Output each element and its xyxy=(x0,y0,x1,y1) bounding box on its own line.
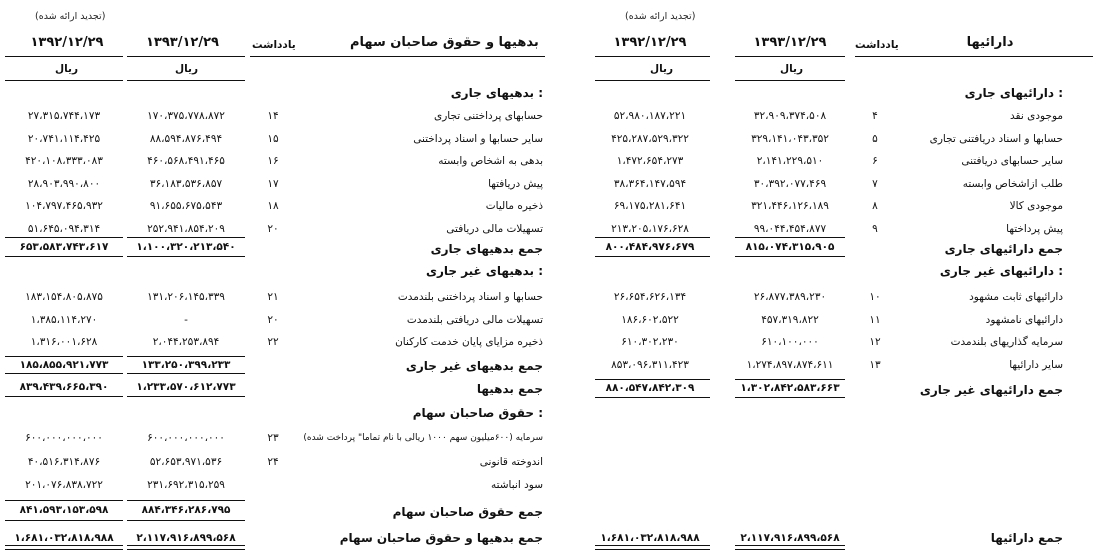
row-value-y93: ۳۲۹،۱۴۱،۰۴۳،۳۵۲ xyxy=(751,132,829,145)
row-value-y92: ۵۲،۹۸۰،۱۸۷،۲۲۱ xyxy=(613,110,687,122)
assets-nc-rule-y92 xyxy=(595,379,710,380)
row-value-y92: ۶۰۰،۰۰۰،۰۰۰،۰۰۰ xyxy=(25,432,103,444)
liab-total-equity-y92: ۸۴۱،۵۹۳،۱۵۳،۵۹۸ xyxy=(19,504,109,516)
row-note: ۹ xyxy=(872,222,878,235)
liab-tl-rule-y93 xyxy=(127,396,245,397)
assets-grand-total-y93: ۲،۱۱۷،۹۱۶،۸۹۹،۵۶۸ xyxy=(740,532,840,544)
row-value-y93: ۲،۱۴۱،۲۲۹،۵۱۰ xyxy=(756,155,824,167)
row-label: حسابها و اسناد دریافتنی تجاری xyxy=(929,132,1063,145)
assets-nc-bottom-rule-y93 xyxy=(735,397,845,398)
row-value-y92: ۲۱۳،۲۰۵،۱۷۶،۶۲۸ xyxy=(611,222,689,235)
assets-nc-bottom-rule-y92 xyxy=(595,397,710,398)
row-value-y92: ۶۹،۱۷۵،۲۸۱،۶۴۱ xyxy=(613,200,687,212)
assets-total-current-y92: ۸۰۰،۴۸۴،۹۷۶،۶۷۹ xyxy=(605,241,695,253)
liab-grand-rule-y92 xyxy=(5,545,123,550)
liab-total-noncurrent-label: جمع بدهیهای غیر جاری xyxy=(405,359,543,373)
liab-section-equity: حقوق صاحبان سهام : xyxy=(412,406,543,420)
liab-nc-bottom-rule-y92 xyxy=(5,373,123,374)
assets-subtotal-rule-y92 xyxy=(595,237,710,238)
liab-grand-rule-y93 xyxy=(127,545,245,550)
liab-header-note: یادداشت xyxy=(252,39,296,51)
row-note: ۲۲ xyxy=(267,336,279,348)
assets-header-rule-y92 xyxy=(595,56,710,57)
row-value-y93: ۸۸،۵۹۴،۸۷۶،۴۹۴ xyxy=(149,132,223,145)
row-value-y93: - xyxy=(184,313,188,326)
row-note: ۲۳ xyxy=(267,432,279,444)
row-value-y93: ۹۹،۰۴۴،۴۵۴،۸۷۷ xyxy=(753,222,827,235)
liab-subtotal-rule-y92 xyxy=(5,237,123,238)
liab-subtotal-rule-y93 xyxy=(127,237,245,238)
row-value-y92: ۱،۳۱۶،۰۰۱،۶۲۸ xyxy=(30,336,98,348)
row-value-y92: ۲۰،۷۴۱،۱۱۴،۴۲۵ xyxy=(27,132,101,145)
row-label: سرمایه (۶۰۰میلیون سهم ۱۰۰۰ ریالی با نام تماما" پرداخت شده) xyxy=(303,433,543,443)
row-note: ۶ xyxy=(872,155,878,167)
row-label: حسابها و اسناد پرداختنی بلندمدت xyxy=(397,291,543,303)
liab-unit-y92: ریال xyxy=(55,63,79,75)
row-note: ۲۰ xyxy=(267,313,279,326)
row-note: ۱۶ xyxy=(267,155,279,167)
row-value-y93: ۲۵۲،۹۴۱،۸۵۴،۲۰۹ xyxy=(147,222,225,235)
liab-section-current: بدهیهای جاری : xyxy=(450,86,543,100)
row-value-y92: ۱،۴۷۲،۶۵۴،۲۷۳ xyxy=(616,155,684,167)
liab-eq-rule-y92 xyxy=(5,500,123,501)
liab-grand-total-y92: ۱،۶۸۱،۰۳۲،۸۱۸،۹۸۸ xyxy=(14,532,114,544)
assets-total-rule-y93 xyxy=(735,256,845,257)
assets-header-y93: ۱۳۹۳/۱۲/۲۹ xyxy=(753,35,827,50)
assets-header-rule-title xyxy=(855,56,1093,57)
row-value-y93: ۱۳۱،۲۰۶،۱۴۵،۳۳۹ xyxy=(147,291,225,303)
assets-total-current-label: جمع دارائیهای جاری xyxy=(944,242,1063,256)
row-value-y92: ۱،۳۸۵،۱۱۴،۲۷۰ xyxy=(30,313,98,326)
row-value-y92: ۲۷،۳۱۵،۷۴۴،۱۷۳ xyxy=(27,110,101,122)
row-value-y93: ۲۶،۸۷۷،۳۸۹،۲۳۰ xyxy=(753,291,827,303)
assets-unit-y93: ریال xyxy=(780,63,804,75)
liab-eq-rule-y93 xyxy=(127,500,245,501)
assets-header-y92: ۱۳۹۲/۱۲/۲۹ xyxy=(613,35,687,50)
liab-unit-rule-y92 xyxy=(5,80,123,81)
liab-total-current-label: جمع بدهیهای جاری xyxy=(430,242,543,256)
assets-total-current-y93: ۸۱۵،۰۷۴،۳۱۵،۹۰۵ xyxy=(745,241,835,253)
liab-unit-rule-y93 xyxy=(127,80,245,81)
row-note: ۱۱ xyxy=(869,313,881,326)
liab-header-y92: ۱۳۹۲/۱۲/۲۹ xyxy=(30,35,104,50)
row-value-y92: ۱۸۶،۶۰۲،۵۲۲ xyxy=(621,313,679,326)
assets-header-title: دارائیها xyxy=(966,35,1014,50)
liab-unit-y93: ریال xyxy=(175,63,199,75)
row-label: موجودی نقد xyxy=(1010,110,1063,122)
row-value-y92: ۱۸۳،۱۵۴،۸۰۵،۸۷۵ xyxy=(25,291,103,303)
liab-header-rule-title xyxy=(250,56,545,57)
row-note: ۲۱ xyxy=(267,291,279,303)
row-value-y93: ۳۲،۹۰۹،۳۷۴،۵۰۸ xyxy=(753,110,827,122)
row-label: تسهیلات مالی دریافتی بلندمدت xyxy=(406,313,543,326)
row-value-y92: ۴۲۰،۱۰۸،۳۳۳،۰۸۳ xyxy=(25,155,103,167)
liab-tl-rule-y92 xyxy=(5,396,123,397)
row-note: ۱۰ xyxy=(869,291,881,303)
row-value-y93: ۵۲،۶۵۳،۹۷۱،۵۳۶ xyxy=(149,455,223,468)
assets-grand-rule-y92 xyxy=(595,545,710,550)
row-note: ۱۳ xyxy=(869,358,881,371)
row-value-y93: ۲۳۱،۶۹۲،۳۱۵،۲۵۹ xyxy=(147,479,225,491)
row-value-y92: ۴۰،۵۱۶،۳۱۴،۸۷۶ xyxy=(27,455,101,468)
liab-header-y93: ۱۳۹۳/۱۲/۲۹ xyxy=(146,35,219,50)
assets-grand-total-label: جمع دارائیها xyxy=(990,531,1063,545)
row-label: ذخیره مالیات xyxy=(485,200,543,212)
liab-total-current-y92: ۶۵۳،۵۸۳،۷۴۳،۶۱۷ xyxy=(19,241,109,253)
row-value-y93: ۴۶۰،۵۶۸،۴۹۱،۴۶۵ xyxy=(147,155,225,167)
row-value-y92: ۸۵۳،۰۹۶،۳۱۱،۴۲۳ xyxy=(611,358,689,371)
assets-nc-rule-y93 xyxy=(735,379,845,380)
row-value-y93: ۳۰،۳۹۲،۰۷۷،۴۶۹ xyxy=(753,177,827,190)
row-value-y92: ۲۰۱،۰۷۶،۸۳۸،۷۲۲ xyxy=(25,479,103,491)
row-label: بدهی به اشخاص وابسته xyxy=(438,155,543,167)
liab-grand-total-y93: ۲،۱۱۷،۹۱۶،۸۹۹،۵۶۸ xyxy=(136,532,236,544)
assets-section-noncurrent: دارائیهای غیر جاری : xyxy=(939,264,1063,278)
row-value-y92: ۲۶،۶۵۴،۶۲۶،۱۳۴ xyxy=(613,291,687,303)
row-note: ۱۴ xyxy=(267,110,279,122)
row-value-y93: ۹۱،۶۵۵،۶۷۵،۵۴۳ xyxy=(149,200,223,212)
row-label: پیش پرداختها xyxy=(1006,222,1063,235)
liab-total-rule-y92 xyxy=(5,256,123,257)
row-note: ۱۲ xyxy=(869,336,881,348)
assets-unit-y92: ریال xyxy=(650,63,674,75)
row-note: ۱۸ xyxy=(267,200,279,212)
row-value-y92: ۶۱۰،۳۰۲،۲۳۰ xyxy=(621,336,679,348)
liab-total-equity-label: جمع حقوق صاحبان سهام xyxy=(392,505,543,519)
liab-nc-rule-y92 xyxy=(5,356,123,357)
assets-grand-rule-y93 xyxy=(735,545,845,550)
row-label: دارائیهای ثابت مشهود xyxy=(969,291,1063,303)
assets-subtotal-rule-y93 xyxy=(735,237,845,238)
liab-nc-bottom-rule-y93 xyxy=(127,373,245,374)
row-label: موجودی کالا xyxy=(1009,200,1063,212)
row-label: پیش دریافتها xyxy=(488,177,543,190)
row-value-y92: ۱۰۴،۷۹۷،۴۶۵،۹۳۲ xyxy=(25,200,103,212)
liab-section-noncurrent: بدهیهای غیر جاری : xyxy=(425,264,543,278)
row-note: ۲۰ xyxy=(267,222,279,235)
assets-total-noncurrent-y93: ۱،۳۰۲،۸۴۲،۵۸۳،۶۶۳ xyxy=(740,382,840,394)
liab-grand-total-label: جمع بدهیها و حقوق صاحبان سهام xyxy=(339,531,543,545)
liab-total-noncurrent-y92: ۱۸۵،۸۵۵،۹۲۱،۷۷۳ xyxy=(19,359,109,371)
row-label: اندوخته قانونی xyxy=(479,455,543,468)
row-label: ذخیره مزایای پایان خدمت کارکنان xyxy=(395,336,543,348)
row-note: ۱۷ xyxy=(267,177,279,190)
row-note: ۱۵ xyxy=(267,132,279,145)
row-label: سایر دارائیها xyxy=(1009,358,1063,371)
row-label: دارائیهای نامشهود xyxy=(985,313,1063,326)
row-value-y93: ۲،۰۴۴،۲۵۳،۸۹۴ xyxy=(152,336,220,348)
row-value-y92: ۳۸،۳۶۴،۱۴۷،۵۹۴ xyxy=(613,177,687,190)
assets-restated-note: (تجدید ارائه شده) xyxy=(625,11,696,22)
row-note: ۲۴ xyxy=(267,455,279,468)
row-value-y93: ۱۷۰،۳۷۵،۷۷۸،۸۷۲ xyxy=(147,110,225,122)
liab-header-rule-y92 xyxy=(5,56,123,57)
row-value-y93: ۶۱۰،۱۰۰،۰۰۰ xyxy=(761,336,819,348)
assets-total-noncurrent-label: جمع دارائیهای غیر جاری xyxy=(919,383,1063,397)
assets-header-rule-y93 xyxy=(735,56,845,57)
row-label: سرمایه گذاریهای بلندمدت xyxy=(950,336,1063,348)
liab-total-current-y93: ۱،۱۰۰،۳۲۰،۲۱۳،۵۴۰ xyxy=(136,241,236,253)
row-note: ۵ xyxy=(872,132,878,145)
assets-total-noncurrent-y92: ۸۸۰،۵۴۷،۸۴۲،۳۰۹ xyxy=(605,382,695,394)
row-value-y92: ۲۸،۹۰۳،۹۹۰،۸۰۰ xyxy=(27,177,101,190)
liab-total-liab-label: جمع بدهیها xyxy=(476,382,543,396)
row-value-y93: ۳۶،۱۸۳،۵۳۶،۸۵۷ xyxy=(149,177,223,190)
row-label: سود انباشته xyxy=(490,479,543,491)
assets-header-note: یادداشت xyxy=(855,39,899,51)
liab-total-liab-y93: ۱،۲۳۳،۵۷۰،۶۱۲،۷۷۳ xyxy=(136,381,236,393)
liab-header-title: بدهیها و حقوق صاحبان سهام xyxy=(350,35,539,50)
row-note: ۴ xyxy=(872,110,878,122)
row-label: سایر حسابها و اسناد پرداختنی xyxy=(413,132,543,145)
liab-total-liab-y92: ۸۳۹،۴۳۹،۶۶۵،۳۹۰ xyxy=(19,381,109,393)
liab-total-rule-y93 xyxy=(127,256,245,257)
assets-section-current: دارائیهای جاری : xyxy=(964,86,1063,100)
row-note: ۸ xyxy=(872,200,878,212)
row-label: تسهیلات مالی دریافتی xyxy=(446,222,543,235)
liab-nc-rule-y93 xyxy=(127,356,245,357)
liab-restated-note: (تجدید ارائه شده) xyxy=(35,11,106,22)
row-label: طلب ازاشخاص وابسته xyxy=(962,177,1063,190)
row-value-y93: ۶۰۰،۰۰۰،۰۰۰،۰۰۰ xyxy=(147,432,225,444)
liab-eq-bottom-rule-y92 xyxy=(5,520,123,521)
row-value-y93: ۱،۲۷۴،۸۹۷،۸۷۴،۶۱۱ xyxy=(746,358,834,371)
liab-eq-bottom-rule-y93 xyxy=(127,520,245,521)
assets-grand-total-y92: ۱،۶۸۱،۰۳۲،۸۱۸،۹۸۸ xyxy=(600,532,700,544)
row-value-y93: ۳۲۱،۴۴۶،۱۲۶،۱۸۹ xyxy=(751,200,829,212)
row-value-y92: ۴۲۵،۲۸۷،۵۲۹،۳۲۲ xyxy=(611,132,689,145)
assets-total-rule-y92 xyxy=(595,256,710,257)
assets-unit-rule-y92 xyxy=(595,80,710,81)
row-value-y92: ۵۱،۶۴۵،۰۹۴،۳۱۴ xyxy=(27,222,101,235)
assets-unit-rule-y93 xyxy=(735,80,845,81)
liab-total-noncurrent-y93: ۱۳۳،۲۵۰،۳۹۹،۲۳۳ xyxy=(141,359,231,371)
liab-total-equity-y93: ۸۸۴،۳۴۶،۲۸۶،۷۹۵ xyxy=(141,504,231,516)
row-label: سایر حسابهای دریافتنی xyxy=(961,155,1063,167)
liab-header-rule-y93 xyxy=(127,56,245,57)
row-label: حسابهای پرداختنی تجاری xyxy=(434,110,543,122)
row-value-y93: ۴۵۷،۳۱۹،۸۲۲ xyxy=(761,313,819,326)
row-note: ۷ xyxy=(872,177,878,190)
